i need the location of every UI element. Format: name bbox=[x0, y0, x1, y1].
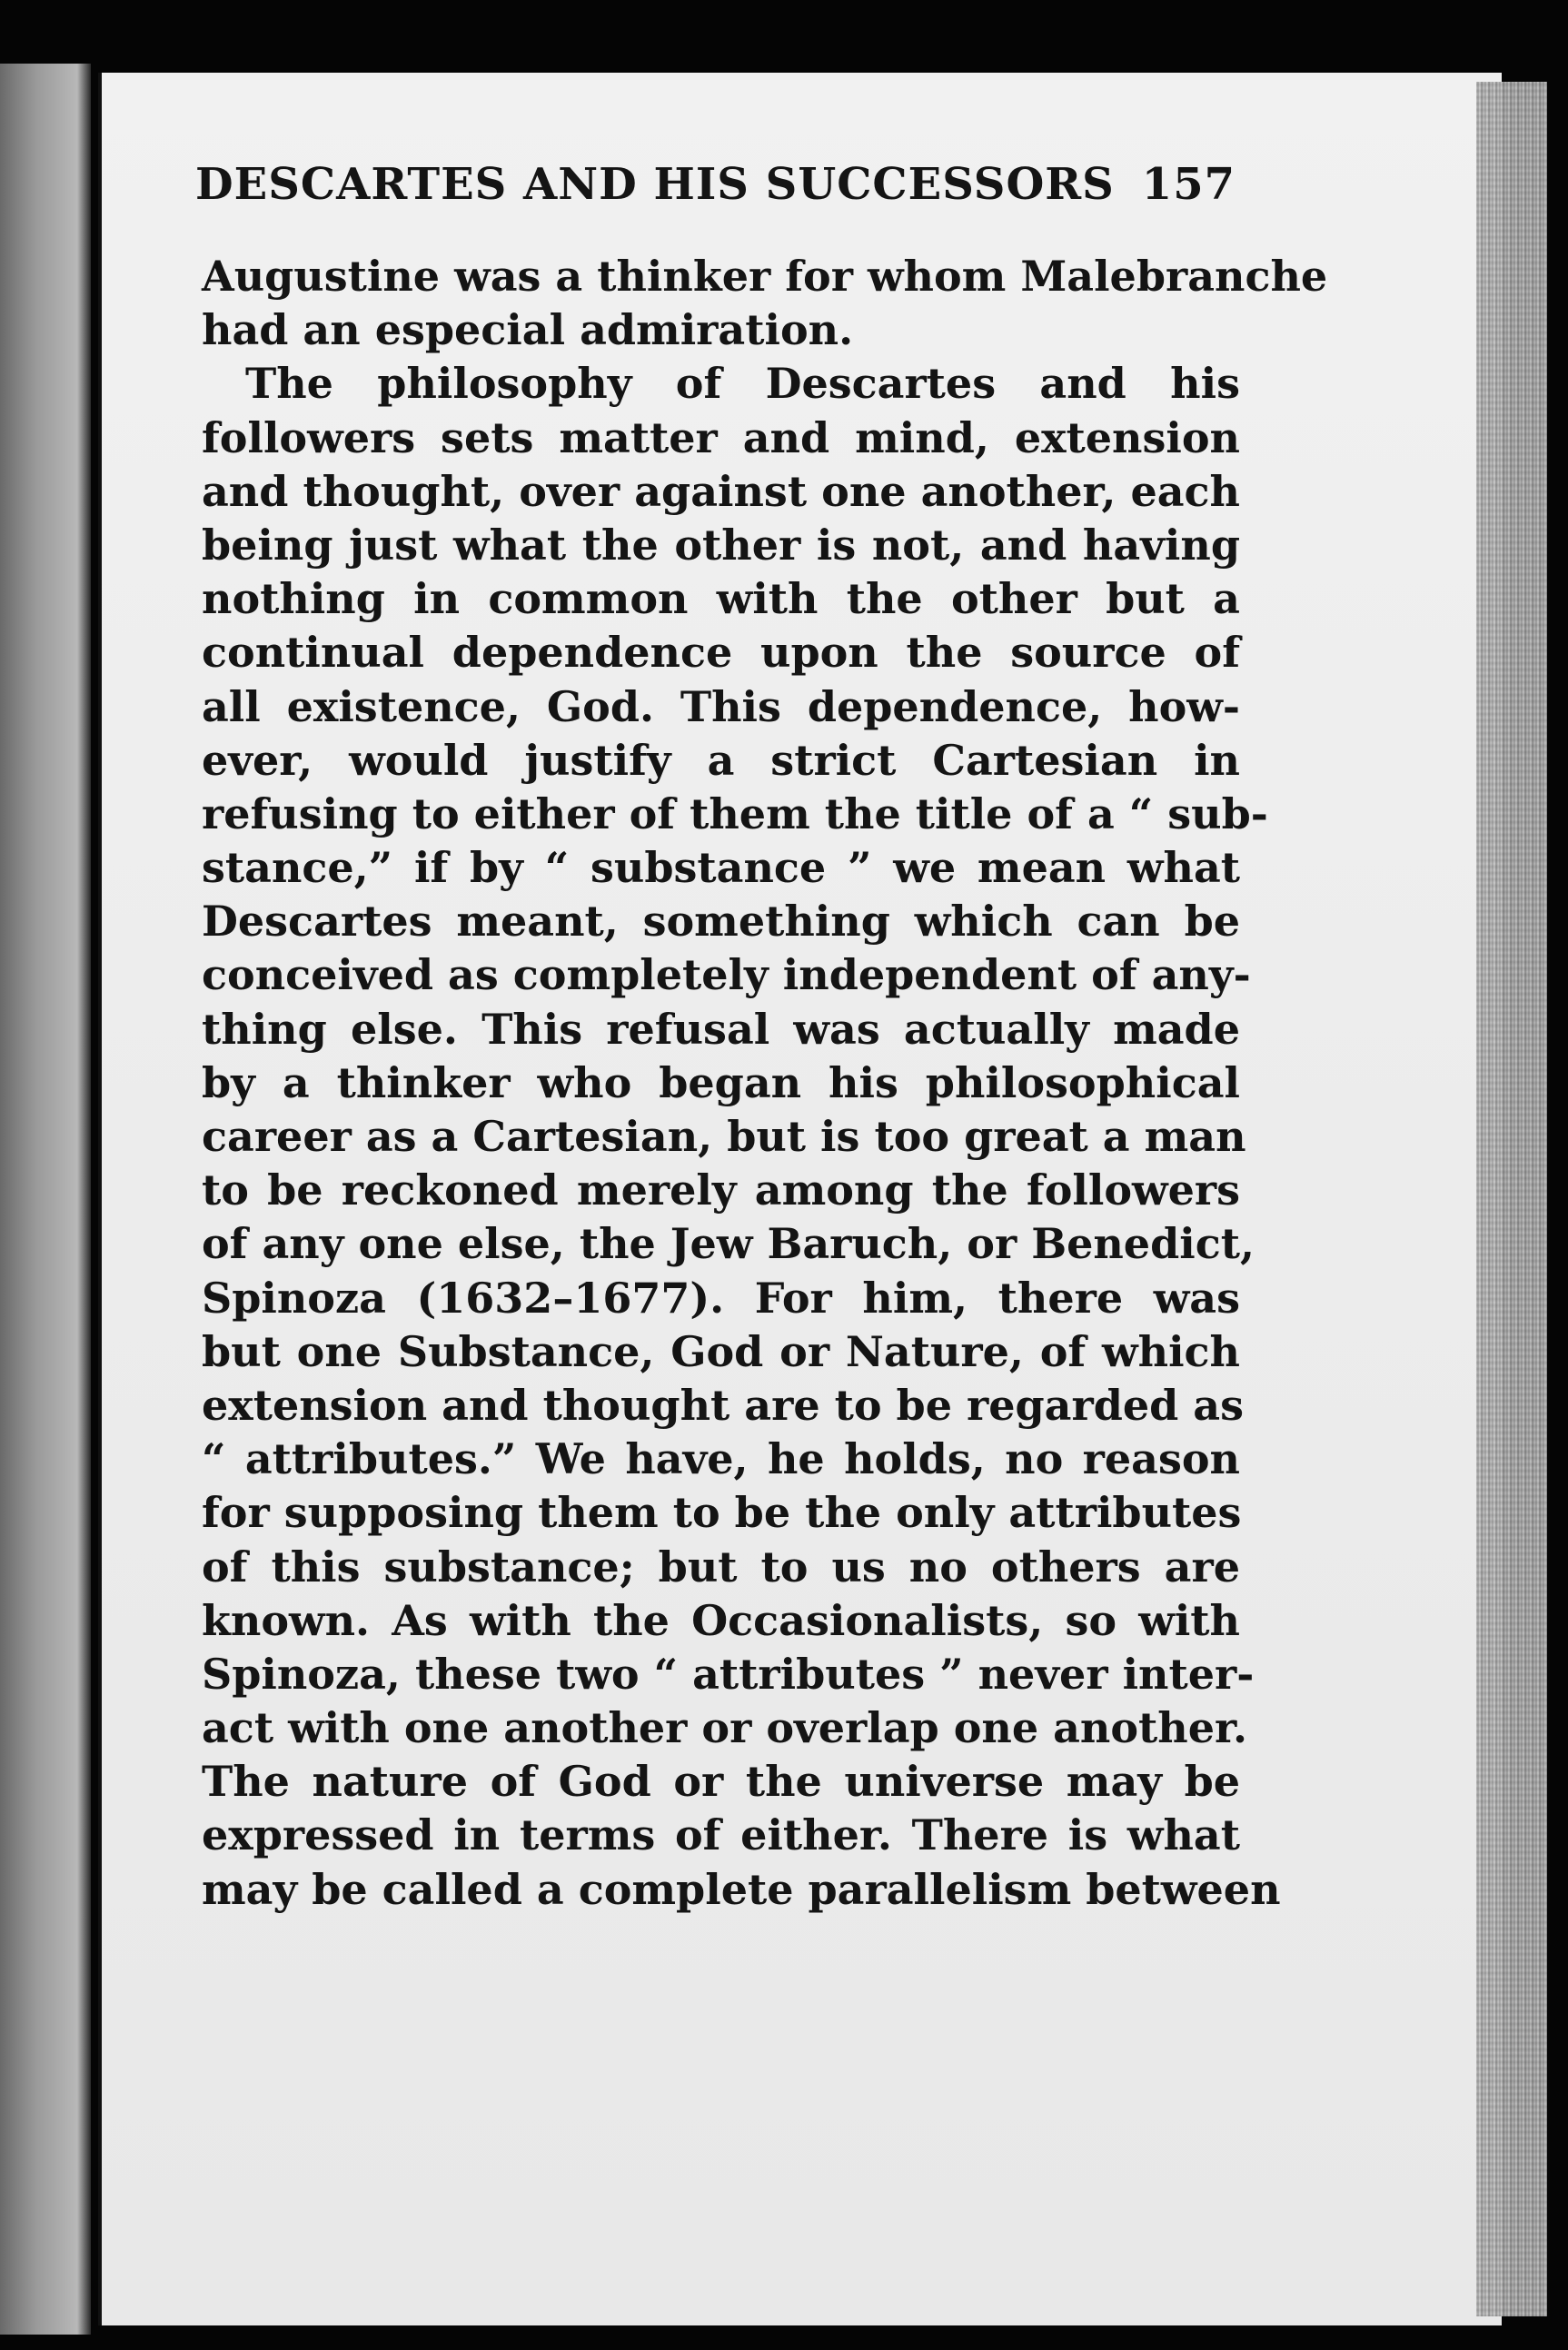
text-line: had an especial admiration. bbox=[202, 305, 854, 355]
text-line: for supposing them to be the only attributes bbox=[202, 1488, 1242, 1538]
text-line: ever, would justify a strict Cartesian in bbox=[202, 735, 1240, 785]
text-line: followers sets matter and mind, extension bbox=[202, 412, 1240, 462]
text-line: stance,” if by “ substance ” we mean what bbox=[202, 843, 1240, 893]
text-line: Spinoza, these two “ attributes ” never inter- bbox=[202, 1649, 1255, 1699]
text-line: known. As with the Occasionalists, so with bbox=[202, 1595, 1240, 1645]
text-line: Descartes meant, something which can be bbox=[202, 897, 1240, 947]
text-line: thing else. This refusal was actually made bbox=[202, 1004, 1240, 1054]
text-line: act with one another or overlap one another. bbox=[202, 1703, 1248, 1753]
text-line: conceived as completely independent of any- bbox=[202, 950, 1251, 1000]
text-line: The philosophy of Descartes and his bbox=[245, 359, 1240, 409]
text-line: continual dependence upon the source of bbox=[202, 628, 1240, 678]
text-line: all existence, God. This dependence, how- bbox=[202, 681, 1240, 731]
text-line: career as a Cartesian, but is too great a man bbox=[202, 1112, 1246, 1161]
text-line: refusing to either of them the title of a “ sub- bbox=[202, 788, 1268, 838]
text-line: and thought, over against one another, each bbox=[202, 466, 1240, 516]
text-line: but one Substance, God or Nature, of which bbox=[202, 1326, 1240, 1376]
text-line: of this substance; but to us no others are bbox=[202, 1542, 1240, 1591]
text-line: of any one else, the Jew Baruch, or Benedict, bbox=[202, 1219, 1255, 1269]
text-line: The nature of God or the universe may be bbox=[202, 1757, 1240, 1807]
text-line: extension and thought are to be regarded as bbox=[202, 1380, 1245, 1430]
text-line: expressed in terms of either. There is what bbox=[202, 1810, 1240, 1860]
page-number: 157 bbox=[1141, 159, 1236, 210]
body-text bbox=[202, 250, 1328, 1917]
text-line: to be reckoned merely among the followers bbox=[202, 1165, 1240, 1215]
text-line: “ attributes.” We have, he holds, no reason bbox=[202, 1434, 1240, 1484]
text-line: nothing in common with the other but a bbox=[202, 574, 1240, 624]
running-header bbox=[195, 159, 1236, 210]
text-line: may be called a complete parallelism between bbox=[202, 1864, 1281, 1914]
text-line: by a thinker who began his philosophical bbox=[202, 1057, 1240, 1107]
text-line: Augustine was a thinker for whom Malebranche bbox=[202, 252, 1328, 301]
running-title: DESCARTES AND HIS SUCCESSORS bbox=[195, 159, 1115, 210]
facing-page-edge bbox=[0, 64, 91, 2335]
text-line: being just what the other is not, and having bbox=[202, 520, 1240, 570]
text-line: Spinoza (1632–1677). For him, there was bbox=[202, 1273, 1240, 1323]
page-block-edge bbox=[1476, 82, 1547, 2316]
